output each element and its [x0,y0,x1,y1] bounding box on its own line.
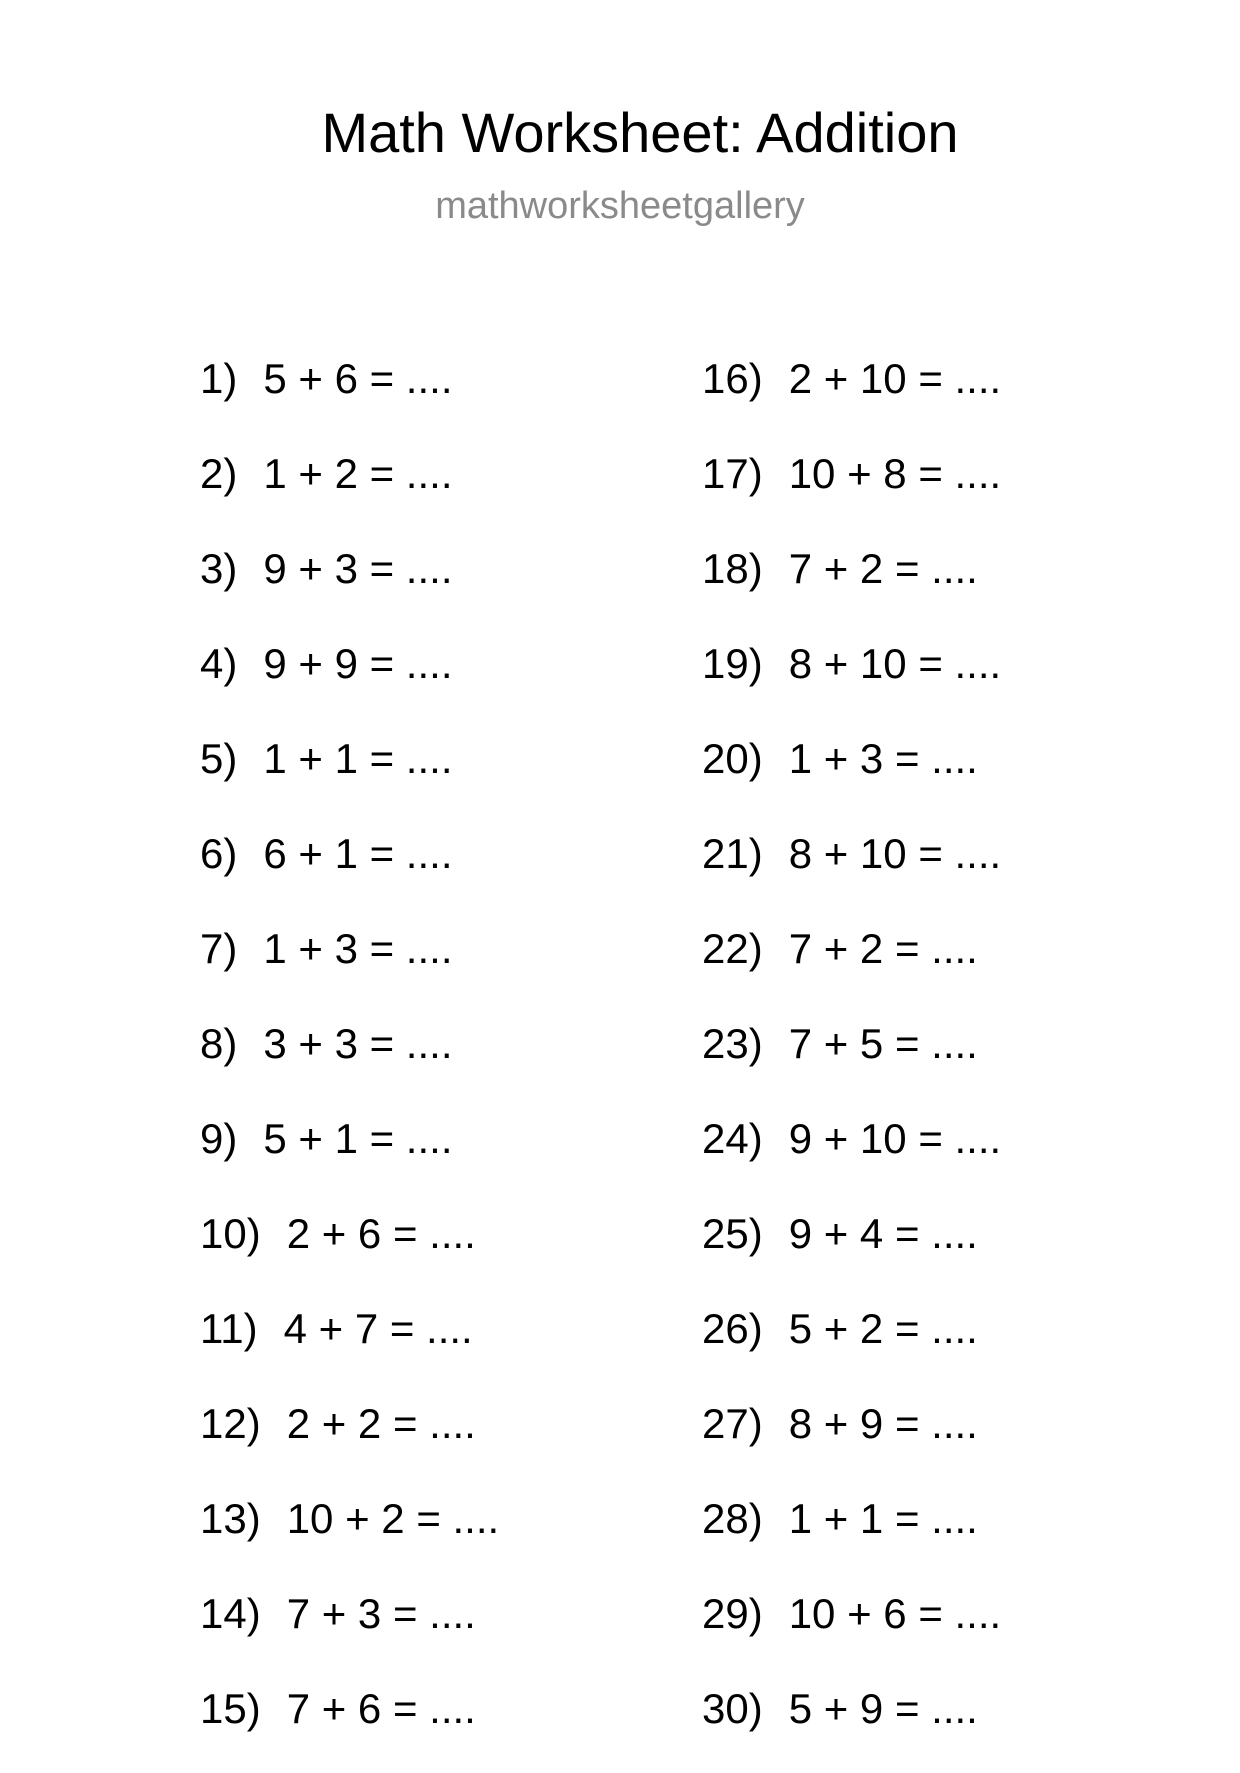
problem-number: 6) [200,830,238,877]
problem-number: 29) [702,1590,763,1637]
problem-expression: 6 + 1 = .... [263,830,453,877]
problem-expression: 5 + 6 = .... [263,355,453,402]
problem-expression: 8 + 10 = .... [788,830,1002,877]
problem-number: 28) [702,1495,763,1542]
problem-number: 25) [702,1210,763,1257]
problem-item [200,918,499,1013]
problem-number: 11) [200,1305,258,1352]
problem-item [702,348,1001,443]
problem-number: 27) [702,1400,763,1447]
problem-expression: 8 + 9 = .... [788,1400,978,1447]
problem-expression: 3 + 3 = .... [263,1020,453,1067]
problem-number: 20) [702,735,763,782]
problem-number: 4) [200,640,238,687]
worksheet-subtitle: mathworksheetgallery [435,185,805,227]
problem-expression: 1 + 1 = .... [263,735,453,782]
problem-expression: 7 + 2 = .... [788,925,978,972]
problem-item [200,1108,499,1203]
problem-item [702,1108,1001,1203]
problem-item [702,1678,1001,1773]
problem-item [702,633,1001,728]
problem-number: 12) [200,1400,261,1447]
problem-number: 3) [200,545,238,592]
problem-expression: 7 + 5 = .... [788,1020,978,1067]
problem-expression: 5 + 1 = .... [263,1115,453,1162]
problem-item [200,443,499,538]
problem-item [200,1203,499,1298]
problem-item [200,1488,499,1583]
problem-number: 16) [702,355,763,402]
problem-number: 19) [702,640,763,687]
problem-item [702,1013,1001,1108]
problem-number: 15) [200,1685,261,1732]
problem-expression: 7 + 2 = .... [788,545,978,592]
problem-expression: 4 + 7 = .... [283,1305,473,1352]
problem-expression: 1 + 1 = .... [788,1495,978,1542]
problem-expression: 9 + 3 = .... [263,545,453,592]
problem-expression: 5 + 9 = .... [788,1685,978,1732]
problem-expression: 1 + 2 = .... [263,450,453,497]
problem-expression: 10 + 2 = .... [286,1495,500,1542]
problem-item [702,1298,1001,1393]
problem-item [702,918,1001,1013]
problem-expression: 5 + 2 = .... [788,1305,978,1352]
worksheet-title: Math Worksheet: Addition [321,101,959,164]
problem-number: 26) [702,1305,763,1352]
problem-expression: 9 + 4 = .... [788,1210,978,1257]
problem-number: 8) [200,1020,238,1067]
problem-item [702,538,1001,633]
problem-item [200,348,499,443]
problem-item [702,728,1001,823]
problem-item [200,728,499,823]
problem-number: 13) [200,1495,261,1542]
problem-expression: 7 + 6 = .... [286,1685,476,1732]
problem-column-right [702,348,1001,1773]
problem-number: 17) [702,450,763,497]
problem-item [702,1203,1001,1298]
problem-number: 24) [702,1115,763,1162]
problem-number: 5) [200,735,238,782]
problem-number: 23) [702,1020,763,1067]
problem-expression: 1 + 3 = .... [788,735,978,782]
problem-item [200,538,499,633]
problem-column-left [200,348,499,1773]
problem-item [702,1488,1001,1583]
problem-item [702,443,1001,538]
problem-expression: 10 + 6 = .... [788,1590,1002,1637]
problem-number: 10) [200,1210,261,1257]
problem-item [200,633,499,728]
problem-number: 2) [200,450,238,497]
problem-expression: 1 + 3 = .... [263,925,453,972]
problem-number: 7) [200,925,238,972]
problem-number: 22) [702,925,763,972]
problem-number: 30) [702,1685,763,1732]
problem-item [200,1298,499,1393]
problem-expression: 9 + 10 = .... [788,1115,1002,1162]
problem-item [702,1393,1001,1488]
problem-expression: 10 + 8 = .... [788,450,1002,497]
problem-item [200,1393,499,1488]
problem-number: 14) [200,1590,261,1637]
problem-expression: 2 + 6 = .... [286,1210,476,1257]
problem-item [702,1583,1001,1678]
problem-expression: 8 + 10 = .... [788,640,1002,687]
problem-number: 21) [702,830,763,877]
problem-expression: 7 + 3 = .... [286,1590,476,1637]
problem-item [200,1013,499,1108]
problem-number: 9) [200,1115,238,1162]
problem-item [200,823,499,918]
problem-number: 18) [702,545,763,592]
problem-item [702,823,1001,918]
problem-expression: 2 + 2 = .... [286,1400,476,1447]
problem-item [200,1583,499,1678]
problem-number: 1) [200,355,238,402]
problem-expression: 2 + 10 = .... [788,355,1002,402]
problem-expression: 9 + 9 = .... [263,640,453,687]
problem-item [200,1678,499,1773]
